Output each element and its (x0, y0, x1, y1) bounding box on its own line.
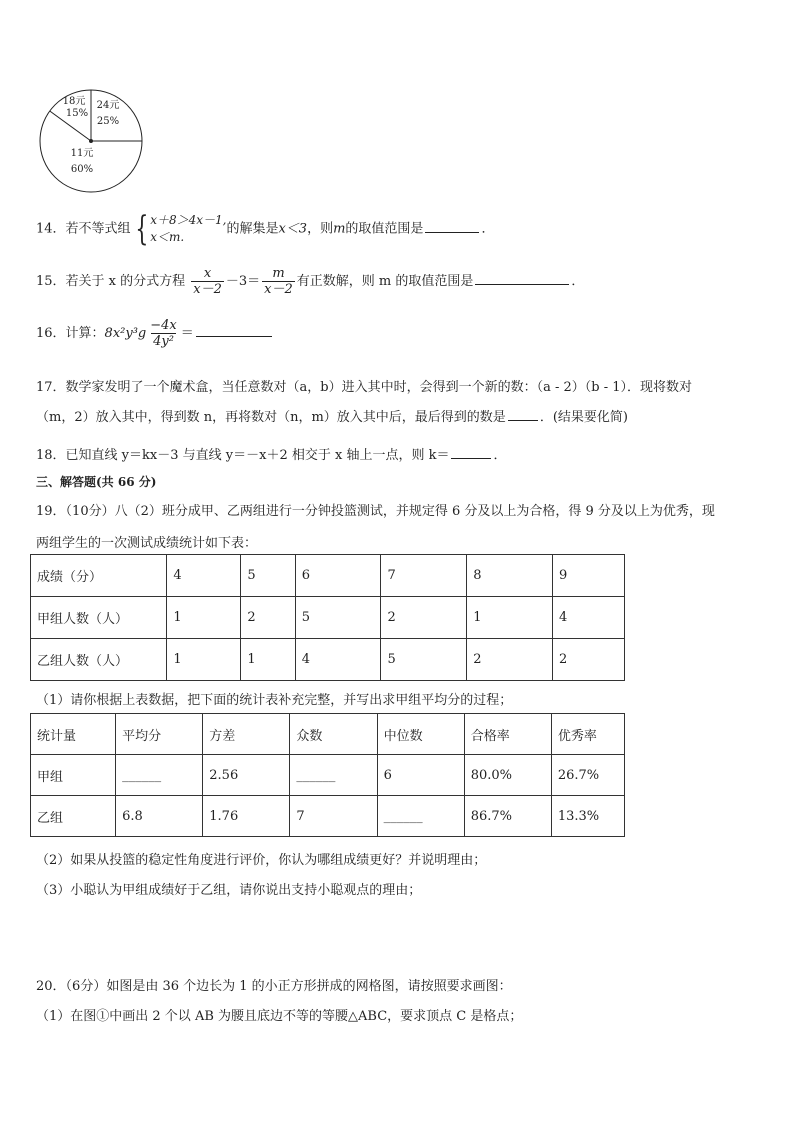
fraction-denominator: x－2 (193, 282, 222, 297)
table-cell: 80.0% (464, 755, 551, 796)
fraction-2 (262, 266, 295, 297)
table-cell: 2.56 (203, 755, 290, 796)
question-19-part3: （3）小聪认为甲组成绩好于乙组，请你说出支持小聪观点的理由； (36, 883, 422, 898)
question-20-part1: （1）在图①中画出 2 个以 AB 为腰且底边不等的等腰△ABC，要求顶点 C 是格点； (36, 1009, 523, 1024)
table-cell: 13.3% (551, 796, 624, 837)
inequality-2: x＜m. (150, 230, 185, 244)
table-cell: 4 (167, 555, 241, 597)
question-19-part2: （2）如果从投篮的稳定性角度进行评价，你认为哪组成绩更好？并说明理由； (36, 853, 487, 868)
table-cell: 2 (241, 597, 295, 639)
pie-slice-percent: 60% (70, 164, 94, 175)
table-cell: 甲组人数（人） (31, 597, 167, 639)
table-cell: 优秀率 (551, 714, 624, 755)
table-cell: 5 (381, 639, 467, 681)
table-cell: 乙组 (31, 796, 116, 837)
question-17-line2 (36, 406, 628, 425)
table-cell: 6 (377, 755, 464, 796)
pie-slice-label: 18元 (62, 96, 86, 107)
q14-end: ． (481, 221, 495, 237)
table-row (31, 639, 625, 681)
fraction-denominator: 4y² (153, 334, 174, 349)
fraction-denominator: x－2 (264, 282, 293, 297)
table-cell: 1.76 (203, 796, 290, 837)
question-19-part1: （1）请你根据上表数据，把下面的统计表补充完整，并写出求甲组平均分的过程； (36, 693, 513, 708)
table-cell: 1 (167, 597, 241, 639)
equals-sign: ＝ (180, 326, 194, 341)
table-cell: 1 (241, 639, 295, 681)
table-cell: 中位数 (377, 714, 464, 755)
table-cell: 4 (552, 597, 624, 639)
q14-condition: x＜3 (278, 221, 308, 237)
table-cell: 26.7% (551, 755, 624, 796)
q15-middle: －3＝ (225, 274, 261, 289)
question-14 (36, 209, 495, 249)
table-cell: 2 (467, 639, 553, 681)
table-cell: 众数 (290, 714, 377, 755)
fraction-numerator: m (272, 266, 285, 281)
question-16 (36, 318, 274, 349)
answer-blank[interactable] (196, 323, 272, 337)
pie-slice-percent: 25% (96, 116, 120, 127)
pie-slice-label: 24元 (96, 100, 120, 111)
question-15 (36, 266, 584, 297)
table-cell: 乙组人数（人） (31, 639, 167, 681)
table-row (31, 796, 625, 837)
pie-slice-label: 11元 (70, 148, 94, 159)
statistics-table (30, 713, 625, 837)
table-cell: 5 (241, 555, 295, 597)
pie-slice-percent: 15% (65, 108, 89, 119)
section-heading: 三、解答题(共 66 分) (36, 475, 157, 489)
q17-text: （m，2）放入其中，得到数 n，再将数对（n，m）放入其中后，最后得到的数是 (36, 410, 506, 425)
question-19-line1: 19．（10分）八（2）班分成甲、乙两组进行一分钟投篮测试，并规定得 6 分及以上为合格，得 9 分及以上为优秀，现 (36, 504, 715, 519)
table-cell: 方差 (203, 714, 290, 755)
table-cell: 2 (381, 597, 467, 639)
q16-expression: 8x²y³g (104, 326, 147, 341)
fraction (148, 318, 179, 349)
pie-chart (38, 88, 144, 194)
table-row (31, 555, 625, 597)
q18-text: 18．已知直线 y＝kx－3 与直线 y＝－x＋2 相交于 x 轴上一点，则 k＝ (36, 448, 450, 463)
question-17-line1: 17．数学家发明了一个魔术盒，当任意数对（a，b）进入其中时，会得到一个新的数：（a - 2）（b - 1）．现将数对 (36, 380, 693, 395)
table-cell: 8 (467, 555, 553, 597)
fraction-1 (191, 266, 224, 297)
q15-prefix: 15．若关于 x 的分式方程 (36, 274, 186, 289)
table-cell: 合格率 (464, 714, 551, 755)
brace-symbol: { (134, 209, 148, 249)
table-cell: 5 (295, 597, 381, 639)
table-cell: 9 (552, 555, 624, 597)
table-row (31, 597, 625, 639)
table-cell: ______ (116, 755, 203, 796)
table-cell: 7 (290, 796, 377, 837)
q14-middle: 的解集是 (226, 221, 279, 237)
table-cell: 2 (552, 639, 624, 681)
q17-end: ．(结果要化简) (539, 410, 628, 425)
answer-blank[interactable] (451, 445, 491, 459)
table-cell: 成绩（分） (31, 555, 167, 597)
fraction-numerator: −4x (150, 318, 177, 333)
table-cell: 1 (167, 639, 241, 681)
q16-prefix: 16．计算： (36, 326, 105, 341)
q15-suffix: 有正数解，则 m 的取值范围是 (296, 274, 474, 289)
table-cell: 86.7% (464, 796, 551, 837)
table-row (31, 755, 625, 796)
question-18 (36, 444, 506, 463)
q14-variable: m (333, 221, 346, 237)
question-20-line1: 20．（6分）如图是由 36 个边长为 1 的小正方形拼成的网格图，请按照要求画图： (36, 979, 512, 994)
table-cell: ______ (377, 796, 464, 837)
inequality-1: x＋8＞4x－1, (150, 213, 227, 227)
table-cell: 4 (295, 639, 381, 681)
answer-blank[interactable] (425, 219, 479, 233)
inequality-system (150, 212, 226, 246)
q14-suffix: 的取值范围是 (345, 221, 424, 237)
score-count-table (30, 554, 625, 681)
table-cell: 7 (381, 555, 467, 597)
table-cell: 6 (295, 555, 381, 597)
question-19-line2: 两组学生的一次测试成绩统计如下表： (36, 536, 258, 551)
fraction-numerator: x (203, 266, 212, 281)
q14-middle2: ，则 (307, 221, 334, 237)
pie-center-dot (89, 139, 93, 143)
answer-blank[interactable] (508, 407, 538, 421)
table-cell: 统计量 (31, 714, 116, 755)
q18-end: ． (493, 448, 507, 463)
table-cell: 6.8 (116, 796, 203, 837)
table-cell: ______ (290, 755, 377, 796)
answer-blank[interactable] (475, 271, 569, 285)
table-row (31, 714, 625, 755)
table-cell: 平均分 (116, 714, 203, 755)
q14-prefix: 14．若不等式组 (36, 221, 131, 237)
table-cell: 1 (467, 597, 553, 639)
q15-end: ． (571, 274, 585, 289)
table-cell: 甲组 (31, 755, 116, 796)
